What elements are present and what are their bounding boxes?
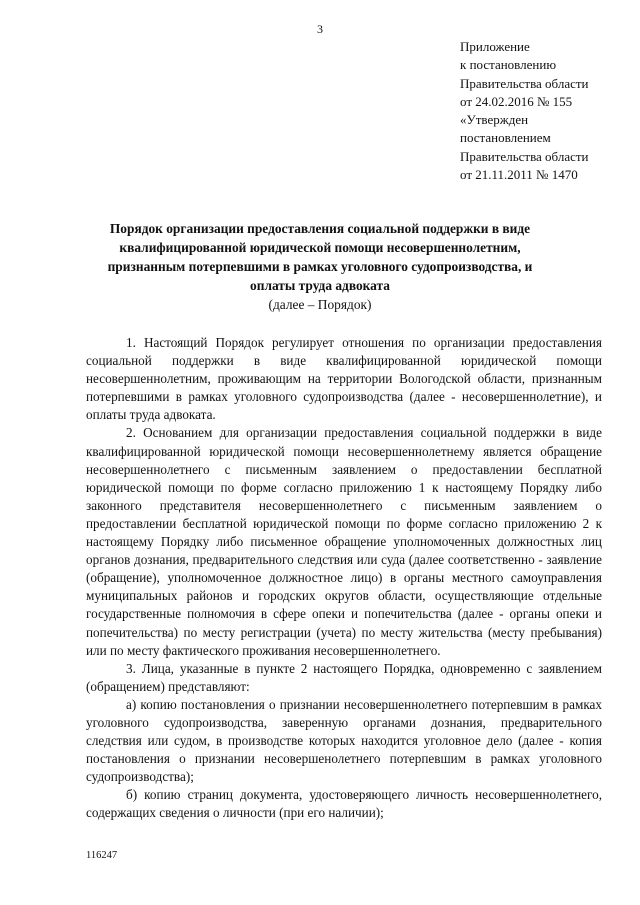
appendix-line: постановлением <box>460 130 551 146</box>
paragraph: 3. Лица, указанные в пункте 2 настоящего Порядка, одновременно с заявлением (обращением) представляют: <box>86 660 602 694</box>
appendix-line: Правительства области <box>460 148 589 164</box>
appendix-line: Приложение <box>460 39 530 54</box>
appendix-block <box>460 38 630 184</box>
document-title <box>100 219 540 314</box>
appendix-line: от 24.02.2016 № 155 <box>460 93 573 109</box>
title-line: квалифицированной юридической помощи несовершеннолетним, <box>119 240 521 255</box>
document-body <box>86 334 602 823</box>
appendix-line: к постановлению <box>460 57 557 73</box>
paragraph: а) копию постановления о признании несовершеннолетнего потерпевшим в рамках уголовного судопроизводства, заверенную органами дознания, предварительного следствия или судом, в производстве которых находится уголовное дело (далее - копия постановления о признании несовершенолетнего потерпевшим в рамках уголовного судопроизводства); <box>86 696 602 785</box>
appendix-line: Правительства области <box>460 75 589 91</box>
document-code: 116247 <box>86 850 118 861</box>
page-number: 3 <box>317 22 323 36</box>
paragraph: б) копию страниц документа, удостоверяющего личность несовершеннолетнего, содержащих сведения о личности (при его наличии); <box>86 787 602 821</box>
title-subtitle: (далее – Порядок) <box>268 297 372 312</box>
title-line: оплаты труда адвоката <box>250 278 390 293</box>
paragraph: 1. Настоящий Порядок регулирует отношения по организации предоставления социальной поддержки в виде квалифицированной юридической помощи несовершеннолетним, проживающим на территории Вологодской области, признанным потерпевшими в рамках уголовного судопроизводства (далее - несовершеннолетние), и оплаты труда адвоката. <box>86 335 602 423</box>
appendix-line: от 21.11.2011 № 1470 <box>460 167 578 183</box>
title-line: Порядок организации предоставления социальной поддержки в виде <box>109 221 531 236</box>
appendix-line: «Утвержден <box>460 112 529 128</box>
paragraph: 2. Основанием для организации предоставления социальной поддержки в виде квалифицированной юридической помощи несовершеннолетнему является обращение несовершеннолетнего с письменным заявлением о предоставлении бесплатной юридической помощи по форме согласно приложению 1 к настоящему Порядку либо законного представителя несовершеннолетнего с письменным заявлением о предоставлении бесплатной юридической помощи по форме согласно приложению 2 к настоящему Порядку либо письменное обращение уполномоченных должностных лиц органов дознания, предварительного следствия или суда (далее соответственно - заявление (обращение), уполномоченное должностное лицо) в органы местного самоуправления муниципальных районов и городских округов области, осуществляющие отдельные государственные полномочия в сфере опеки и попечительства (далее - органы опеки и попечительства) по месту регистрации (учета) по месту жительства (месту пребывания) или по месту фактического проживания несовершеннолетнего. <box>86 425 602 658</box>
title-line: признанным потерпевшими в рамках уголовного судопроизводства, и <box>107 259 533 274</box>
